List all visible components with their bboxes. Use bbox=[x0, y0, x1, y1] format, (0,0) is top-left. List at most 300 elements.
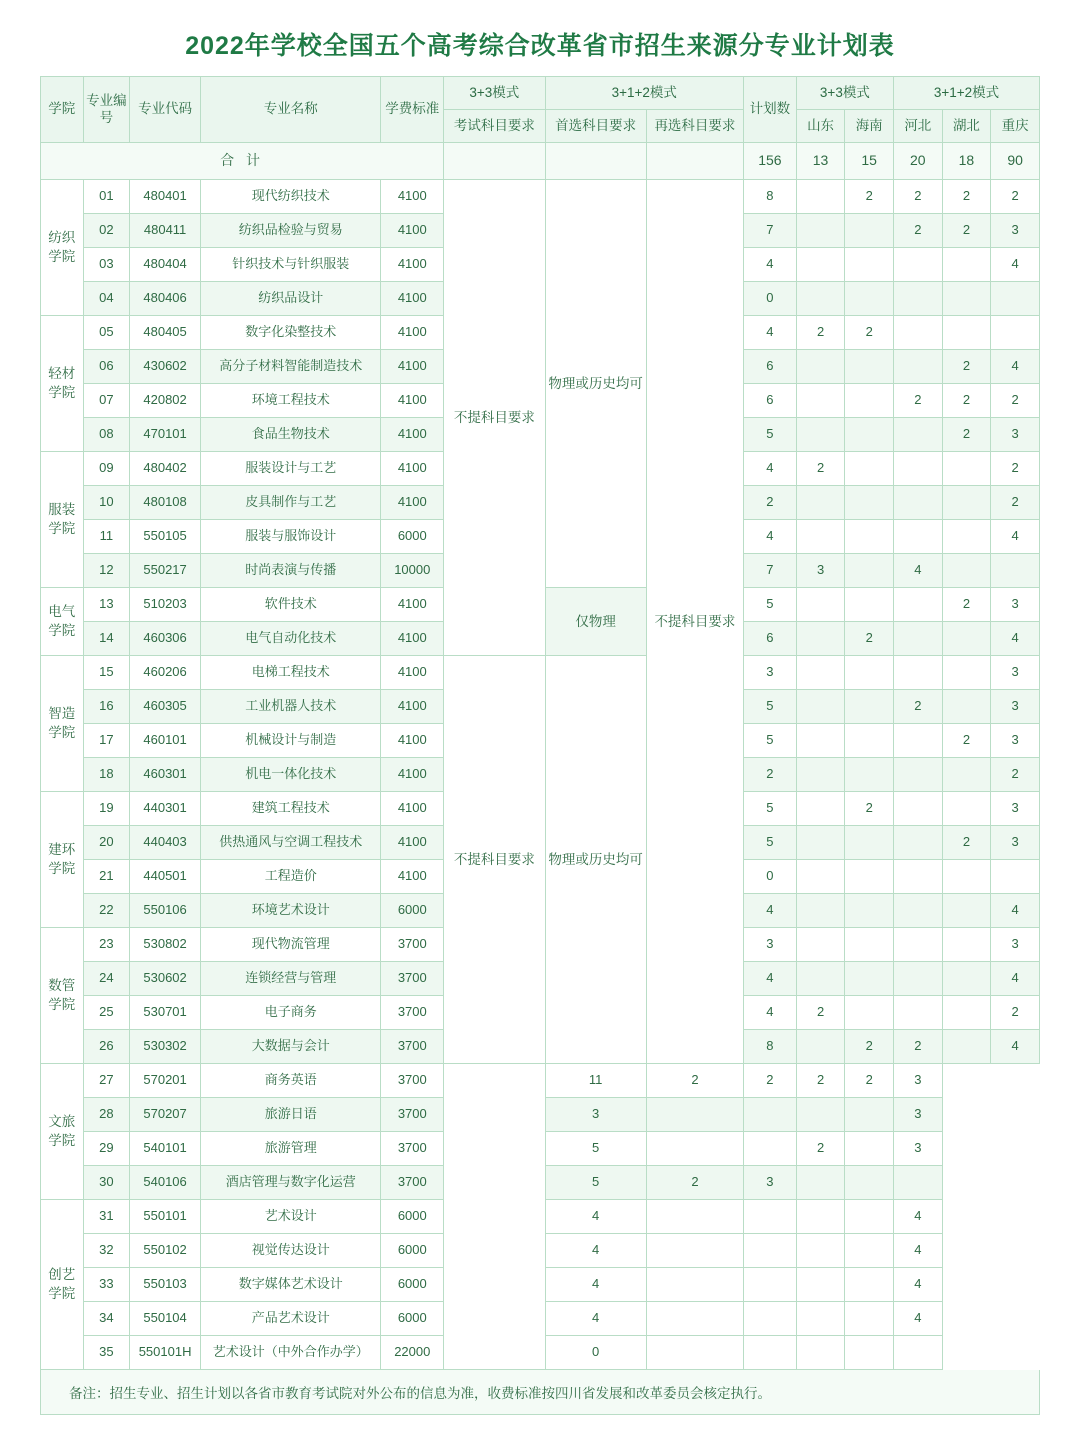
prov-chongqing: 4 bbox=[894, 1234, 943, 1268]
major-code: 460206 bbox=[130, 656, 201, 690]
major-name: 建筑工程技术 bbox=[201, 792, 381, 826]
fee: 4100 bbox=[381, 350, 444, 384]
fee: 4100 bbox=[381, 792, 444, 826]
plan: 3 bbox=[545, 1098, 646, 1132]
prov-shandong: 3 bbox=[796, 554, 845, 588]
major-code: 480404 bbox=[130, 248, 201, 282]
plan: 8 bbox=[744, 180, 797, 214]
major-name: 现代纺织技术 bbox=[201, 180, 381, 214]
second-req-merged: 不提科目要求 bbox=[646, 180, 743, 1064]
prov-shandong bbox=[796, 350, 845, 384]
prov-shandong bbox=[646, 1098, 743, 1132]
prov-chongqing: 4 bbox=[991, 622, 1040, 656]
prov-chongqing: 3 bbox=[894, 1132, 943, 1166]
major-name: 大数据与会计 bbox=[201, 1030, 381, 1064]
prov-hubei bbox=[942, 622, 991, 656]
prov-hebei bbox=[894, 520, 943, 554]
major-name: 数字媒体艺术设计 bbox=[201, 1268, 381, 1302]
prov-hainan bbox=[845, 928, 894, 962]
major-no: 01 bbox=[83, 180, 130, 214]
college-cell: 电气学院 bbox=[41, 588, 84, 656]
prov-hainan bbox=[845, 452, 894, 486]
exam-req-merged-bottom: 不提科目要求 bbox=[444, 656, 545, 1064]
fee: 3700 bbox=[381, 1030, 444, 1064]
major-code: 440501 bbox=[130, 860, 201, 894]
major-no: 30 bbox=[83, 1166, 130, 1200]
prov-hubei bbox=[845, 1234, 894, 1268]
prov-shandong bbox=[796, 928, 845, 962]
major-no: 11 bbox=[83, 520, 130, 554]
major-code: 510203 bbox=[130, 588, 201, 622]
major-no: 26 bbox=[83, 1030, 130, 1064]
major-code: 460306 bbox=[130, 622, 201, 656]
fee: 4100 bbox=[381, 418, 444, 452]
fee: 4100 bbox=[381, 486, 444, 520]
header-plan-count: 计划数 bbox=[744, 77, 797, 143]
summary-shandong: 13 bbox=[796, 143, 845, 180]
prov-hebei: 2 bbox=[796, 1064, 845, 1098]
fee: 4100 bbox=[381, 452, 444, 486]
prov-shandong: 2 bbox=[796, 996, 845, 1030]
major-code: 460301 bbox=[130, 758, 201, 792]
major-code: 550105 bbox=[130, 520, 201, 554]
prov-hubei: 2 bbox=[942, 418, 991, 452]
prov-hebei bbox=[796, 1336, 845, 1370]
major-no: 23 bbox=[83, 928, 130, 962]
major-name: 视觉传达设计 bbox=[201, 1234, 381, 1268]
prov-hubei bbox=[942, 996, 991, 1030]
college-cell: 轻材学院 bbox=[41, 316, 84, 452]
header-province-shandong: 山东 bbox=[796, 110, 845, 143]
major-code: 480411 bbox=[130, 214, 201, 248]
prov-hainan bbox=[845, 860, 894, 894]
major-name: 服装设计与工艺 bbox=[201, 452, 381, 486]
prov-hubei bbox=[845, 1200, 894, 1234]
prov-hainan bbox=[845, 758, 894, 792]
major-code: 480406 bbox=[130, 282, 201, 316]
major-code: 430602 bbox=[130, 350, 201, 384]
major-code: 530701 bbox=[130, 996, 201, 1030]
major-code: 540101 bbox=[130, 1132, 201, 1166]
major-no: 34 bbox=[83, 1302, 130, 1336]
summary-row bbox=[41, 143, 1040, 180]
fee: 10000 bbox=[381, 554, 444, 588]
plan: 7 bbox=[744, 214, 797, 248]
major-code: 470101 bbox=[130, 418, 201, 452]
prov-chongqing: 3 bbox=[991, 792, 1040, 826]
prov-hainan bbox=[744, 1200, 797, 1234]
prov-chongqing bbox=[894, 1336, 943, 1370]
major-no: 08 bbox=[83, 418, 130, 452]
fee: 6000 bbox=[381, 1302, 444, 1336]
prov-shandong bbox=[796, 860, 845, 894]
prov-shandong bbox=[796, 724, 845, 758]
prov-hubei bbox=[942, 554, 991, 588]
fee: 4100 bbox=[381, 724, 444, 758]
fee: 4100 bbox=[381, 690, 444, 724]
prov-shandong bbox=[796, 894, 845, 928]
header-mode-33-provinces: 3+3模式 bbox=[796, 77, 893, 110]
prov-hebei bbox=[796, 1200, 845, 1234]
prov-shandong bbox=[796, 282, 845, 316]
admission-plan-table bbox=[40, 76, 1040, 1370]
prov-hebei: 2 bbox=[796, 1132, 845, 1166]
major-name: 供热通风与空调工程技术 bbox=[201, 826, 381, 860]
major-code: 420802 bbox=[130, 384, 201, 418]
prov-hubei bbox=[845, 1336, 894, 1370]
plan: 4 bbox=[744, 996, 797, 1030]
summary-chongqing: 90 bbox=[991, 143, 1040, 180]
summary-hebei: 20 bbox=[894, 143, 943, 180]
prov-hubei bbox=[845, 1132, 894, 1166]
prov-hebei bbox=[894, 656, 943, 690]
plan: 0 bbox=[744, 282, 797, 316]
prov-chongqing: 3 bbox=[991, 214, 1040, 248]
prov-chongqing bbox=[991, 554, 1040, 588]
prov-hubei: 2 bbox=[942, 588, 991, 622]
fee: 3700 bbox=[381, 1166, 444, 1200]
plan: 0 bbox=[744, 860, 797, 894]
prov-chongqing: 3 bbox=[991, 724, 1040, 758]
major-no: 13 bbox=[83, 588, 130, 622]
plan: 5 bbox=[744, 418, 797, 452]
plan: 4 bbox=[545, 1268, 646, 1302]
header-province-hubei: 湖北 bbox=[942, 110, 991, 143]
prov-chongqing: 2 bbox=[991, 452, 1040, 486]
prov-chongqing: 3 bbox=[991, 826, 1040, 860]
prov-shandong bbox=[646, 1234, 743, 1268]
prov-shandong bbox=[796, 622, 845, 656]
major-name: 时尚表演与传播 bbox=[201, 554, 381, 588]
fee: 3700 bbox=[381, 996, 444, 1030]
header-major-no: 专业编号 bbox=[83, 77, 130, 143]
plan: 4 bbox=[744, 248, 797, 282]
major-name: 机电一体化技术 bbox=[201, 758, 381, 792]
major-name: 环境工程技术 bbox=[201, 384, 381, 418]
first-req-physics-only: 仅物理 bbox=[545, 588, 646, 656]
header-province-hainan: 海南 bbox=[845, 110, 894, 143]
prov-hubei: 2 bbox=[942, 826, 991, 860]
prov-chongqing: 2 bbox=[991, 180, 1040, 214]
fee: 6000 bbox=[381, 520, 444, 554]
major-code: 550101 bbox=[130, 1200, 201, 1234]
major-name: 高分子材料智能制造技术 bbox=[201, 350, 381, 384]
header-second-req: 再选科目要求 bbox=[646, 110, 743, 143]
prov-hebei bbox=[894, 452, 943, 486]
plan: 5 bbox=[744, 690, 797, 724]
prov-hainan bbox=[744, 1336, 797, 1370]
fee: 3700 bbox=[381, 1098, 444, 1132]
prov-chongqing: 3 bbox=[894, 1098, 943, 1132]
plan: 4 bbox=[744, 452, 797, 486]
major-no: 28 bbox=[83, 1098, 130, 1132]
major-no: 31 bbox=[83, 1200, 130, 1234]
page-title: 2022年学校全国五个高考综合改革省市招生来源分专业计划表 bbox=[185, 32, 895, 60]
prov-hebei bbox=[796, 1302, 845, 1336]
fee: 4100 bbox=[381, 826, 444, 860]
major-name: 环境艺术设计 bbox=[201, 894, 381, 928]
prov-hebei bbox=[894, 282, 943, 316]
plan: 6 bbox=[744, 350, 797, 384]
prov-hebei bbox=[894, 962, 943, 996]
major-name: 旅游日语 bbox=[201, 1098, 381, 1132]
table-body bbox=[41, 143, 1040, 1370]
prov-chongqing bbox=[991, 282, 1040, 316]
major-code: 530602 bbox=[130, 962, 201, 996]
prov-hainan bbox=[845, 214, 894, 248]
prov-hubei bbox=[845, 1268, 894, 1302]
fee: 3700 bbox=[381, 1064, 444, 1098]
plan: 4 bbox=[744, 894, 797, 928]
prov-shandong bbox=[796, 792, 845, 826]
prov-hainan: 2 bbox=[845, 1030, 894, 1064]
major-no: 12 bbox=[83, 554, 130, 588]
prov-hubei bbox=[942, 248, 991, 282]
major-no: 29 bbox=[83, 1132, 130, 1166]
major-no: 05 bbox=[83, 316, 130, 350]
major-no: 07 bbox=[83, 384, 130, 418]
major-no: 32 bbox=[83, 1234, 130, 1268]
major-code: 530302 bbox=[130, 1030, 201, 1064]
header-mode-312: 3+1+2模式 bbox=[545, 77, 744, 110]
prov-hainan bbox=[845, 248, 894, 282]
prov-hubei bbox=[942, 928, 991, 962]
fee: 6000 bbox=[381, 894, 444, 928]
exam-req-merged-top: 不提科目要求 bbox=[444, 180, 545, 656]
header-row-1 bbox=[41, 77, 1040, 110]
prov-chongqing: 2 bbox=[991, 384, 1040, 418]
major-name: 艺术设计（中外合作办学） bbox=[201, 1336, 381, 1370]
major-name: 工程造价 bbox=[201, 860, 381, 894]
college-cell: 服装学院 bbox=[41, 452, 84, 588]
prov-hainan bbox=[845, 690, 894, 724]
major-code: 480108 bbox=[130, 486, 201, 520]
major-code: 570201 bbox=[130, 1064, 201, 1098]
major-code: 550106 bbox=[130, 894, 201, 928]
major-name: 工业机器人技术 bbox=[201, 690, 381, 724]
fee: 6000 bbox=[381, 1268, 444, 1302]
major-name: 商务英语 bbox=[201, 1064, 381, 1098]
prov-hubei bbox=[942, 486, 991, 520]
summary-second-blank bbox=[646, 143, 743, 180]
prov-chongqing: 4 bbox=[991, 350, 1040, 384]
major-name: 服装与服饰设计 bbox=[201, 520, 381, 554]
fee: 3700 bbox=[381, 962, 444, 996]
prov-hainan: 3 bbox=[744, 1166, 797, 1200]
major-name: 软件技术 bbox=[201, 588, 381, 622]
prov-chongqing: 3 bbox=[991, 690, 1040, 724]
prov-chongqing: 3 bbox=[991, 588, 1040, 622]
prov-hainan bbox=[845, 962, 894, 996]
major-no: 18 bbox=[83, 758, 130, 792]
prov-hainan bbox=[845, 384, 894, 418]
prov-chongqing bbox=[991, 860, 1040, 894]
plan: 0 bbox=[545, 1336, 646, 1370]
prov-hubei bbox=[942, 792, 991, 826]
prov-hainan bbox=[845, 894, 894, 928]
prov-chongqing: 4 bbox=[991, 962, 1040, 996]
prov-hubei bbox=[942, 520, 991, 554]
prov-shandong bbox=[796, 1030, 845, 1064]
prov-hainan bbox=[845, 282, 894, 316]
plan: 5 bbox=[744, 792, 797, 826]
prov-shandong bbox=[646, 1336, 743, 1370]
major-code: 440301 bbox=[130, 792, 201, 826]
major-name: 现代物流管理 bbox=[201, 928, 381, 962]
plan: 6 bbox=[744, 384, 797, 418]
prov-shandong bbox=[796, 520, 845, 554]
prov-hainan bbox=[744, 1268, 797, 1302]
prov-hebei bbox=[894, 826, 943, 860]
major-name: 酒店管理与数字化运营 bbox=[201, 1166, 381, 1200]
major-name: 电子商务 bbox=[201, 996, 381, 1030]
fee: 6000 bbox=[381, 1234, 444, 1268]
prov-hainan bbox=[845, 656, 894, 690]
major-name: 机械设计与制造 bbox=[201, 724, 381, 758]
major-code: 460305 bbox=[130, 690, 201, 724]
prov-hainan: 2 bbox=[845, 316, 894, 350]
prov-hebei bbox=[894, 894, 943, 928]
prov-shandong: 2 bbox=[646, 1064, 743, 1098]
fee: 4100 bbox=[381, 656, 444, 690]
major-no: 16 bbox=[83, 690, 130, 724]
plan: 6 bbox=[744, 622, 797, 656]
prov-hainan bbox=[744, 1234, 797, 1268]
plan: 4 bbox=[744, 316, 797, 350]
prov-hubei: 2 bbox=[942, 180, 991, 214]
prov-shandong bbox=[796, 248, 845, 282]
major-no: 03 bbox=[83, 248, 130, 282]
major-code: 550103 bbox=[130, 1268, 201, 1302]
prov-shandong bbox=[646, 1132, 743, 1166]
prov-hebei: 4 bbox=[894, 554, 943, 588]
prov-hubei: 2 bbox=[942, 350, 991, 384]
prov-shandong bbox=[796, 418, 845, 452]
prov-hubei bbox=[942, 282, 991, 316]
plan: 4 bbox=[545, 1302, 646, 1336]
plan: 4 bbox=[744, 962, 797, 996]
prov-hebei bbox=[894, 622, 943, 656]
major-name: 数字化染整技术 bbox=[201, 316, 381, 350]
prov-chongqing: 4 bbox=[894, 1268, 943, 1302]
fee: 4100 bbox=[381, 758, 444, 792]
header-mode-33: 3+3模式 bbox=[444, 77, 545, 110]
prov-hubei bbox=[942, 690, 991, 724]
prov-hebei bbox=[796, 1098, 845, 1132]
major-name: 产品艺术设计 bbox=[201, 1302, 381, 1336]
major-code: 570207 bbox=[130, 1098, 201, 1132]
prov-hebei: 2 bbox=[894, 180, 943, 214]
major-name: 纺织品检验与贸易 bbox=[201, 214, 381, 248]
prov-chongqing: 4 bbox=[991, 1030, 1040, 1064]
major-no: 20 bbox=[83, 826, 130, 860]
prov-shandong bbox=[796, 826, 845, 860]
prov-hebei bbox=[894, 350, 943, 384]
college-cell: 智造学院 bbox=[41, 656, 84, 792]
major-name: 旅游管理 bbox=[201, 1132, 381, 1166]
major-code: 460101 bbox=[130, 724, 201, 758]
plan: 2 bbox=[744, 486, 797, 520]
prov-shandong bbox=[796, 588, 845, 622]
prov-hainan: 2 bbox=[845, 622, 894, 656]
major-no: 21 bbox=[83, 860, 130, 894]
header-province-chongqing: 重庆 bbox=[991, 110, 1040, 143]
prov-shandong bbox=[646, 1268, 743, 1302]
plan: 5 bbox=[545, 1132, 646, 1166]
prov-hainan bbox=[845, 350, 894, 384]
plan: 5 bbox=[545, 1166, 646, 1200]
fee: 3700 bbox=[381, 1132, 444, 1166]
plan: 5 bbox=[744, 826, 797, 860]
plan: 4 bbox=[545, 1234, 646, 1268]
header-mode-312-provinces: 3+1+2模式 bbox=[894, 77, 1040, 110]
college-cell: 创艺学院 bbox=[41, 1200, 84, 1370]
major-name: 电气自动化技术 bbox=[201, 622, 381, 656]
major-name: 针织技术与针织服装 bbox=[201, 248, 381, 282]
fee: 22000 bbox=[381, 1336, 444, 1370]
first-req-merged-bottom: 物理或历史均可 bbox=[545, 656, 646, 1064]
prov-hubei bbox=[942, 860, 991, 894]
major-code: 540106 bbox=[130, 1166, 201, 1200]
prov-hubei bbox=[942, 316, 991, 350]
prov-chongqing: 3 bbox=[991, 418, 1040, 452]
prov-shandong: 2 bbox=[796, 316, 845, 350]
major-name: 电梯工程技术 bbox=[201, 656, 381, 690]
prov-shandong bbox=[796, 962, 845, 996]
major-code: 550217 bbox=[130, 554, 201, 588]
prov-hubei bbox=[845, 1098, 894, 1132]
prov-hebei bbox=[894, 588, 943, 622]
prov-hebei bbox=[894, 248, 943, 282]
prov-hebei bbox=[894, 486, 943, 520]
table-head bbox=[41, 77, 1040, 143]
prov-hebei bbox=[894, 418, 943, 452]
prov-chongqing: 2 bbox=[991, 758, 1040, 792]
prov-shandong bbox=[646, 1302, 743, 1336]
prov-hebei bbox=[894, 792, 943, 826]
college-cell: 数管学院 bbox=[41, 928, 84, 1064]
fee: 3700 bbox=[381, 928, 444, 962]
major-name: 艺术设计 bbox=[201, 1200, 381, 1234]
college-cell: 建环学院 bbox=[41, 792, 84, 928]
prov-hebei bbox=[894, 758, 943, 792]
second-req-merged-bottom bbox=[444, 1064, 545, 1370]
first-req-merged-top: 物理或历史均可 bbox=[545, 180, 646, 588]
prov-hubei: 2 bbox=[942, 724, 991, 758]
summary-plan: 156 bbox=[744, 143, 797, 180]
prov-hainan bbox=[845, 996, 894, 1030]
fee: 4100 bbox=[381, 180, 444, 214]
prov-chongqing: 4 bbox=[991, 520, 1040, 554]
major-no: 15 bbox=[83, 656, 130, 690]
table-row bbox=[41, 656, 1040, 690]
prov-hebei: 2 bbox=[894, 690, 943, 724]
fee: 4100 bbox=[381, 248, 444, 282]
major-code: 550101H bbox=[130, 1336, 201, 1370]
prov-hainan bbox=[845, 826, 894, 860]
major-no: 35 bbox=[83, 1336, 130, 1370]
fee: 6000 bbox=[381, 1200, 444, 1234]
prov-chongqing: 4 bbox=[894, 1302, 943, 1336]
prov-hubei bbox=[942, 656, 991, 690]
major-code: 440403 bbox=[130, 826, 201, 860]
prov-hainan bbox=[744, 1098, 797, 1132]
header-college: 学院 bbox=[41, 77, 84, 143]
prov-hubei bbox=[942, 894, 991, 928]
header-fee: 学费标准 bbox=[381, 77, 444, 143]
prov-chongqing bbox=[894, 1166, 943, 1200]
header-exam-req: 考试科目要求 bbox=[444, 110, 545, 143]
